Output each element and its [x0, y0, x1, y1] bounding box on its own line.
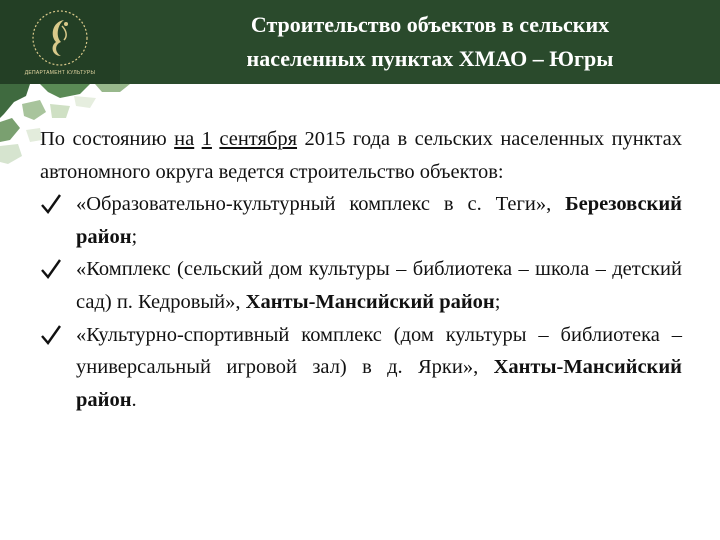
- logo-area: [0, 0, 120, 84]
- department-emblem-icon: [28, 6, 92, 70]
- checkmark-icon: [40, 319, 62, 351]
- item-text: «Образовательно-культурный комплекс в с. Теги»,: [76, 193, 566, 216]
- item-punctuation: ;: [494, 290, 501, 313]
- item-text: «Культурно-спортивный комплекс (дом культуры – библиотека – универсальный игровой зал) в д. Ярки»,: [76, 323, 682, 379]
- intro-paragraph: [40, 123, 682, 188]
- header-bar: [0, 0, 720, 84]
- checkmark-icon: [40, 188, 62, 220]
- item-punctuation: .: [131, 388, 137, 411]
- item-punctuation: ;: [131, 225, 138, 248]
- logo-caption: ДЕПАРТАМЕНТ КУЛЬТУРЫ: [24, 70, 96, 76]
- title-line-2: населенных пунктах ХМАО – Югры: [246, 46, 614, 71]
- intro-text-start: По состоянию: [40, 128, 175, 150]
- title-line-1: Строительство объектов в сельских: [250, 12, 610, 37]
- intro-date-word: на: [174, 128, 195, 150]
- list-item: [40, 188, 682, 253]
- checkmark-icon: [40, 253, 62, 285]
- slide-body: [40, 123, 682, 416]
- intro-date-day: 1: [201, 128, 212, 150]
- item-district: Ханты-Мансийский район: [245, 290, 495, 313]
- intro-date-month: сентября: [219, 128, 298, 150]
- list-item: [40, 253, 682, 318]
- item-district: Ханты-Мансийский район: [76, 356, 682, 411]
- item-text: «Комплекс (сельский дом культуры – библиотека – школа – детский сад) п. Кедровый»,: [76, 258, 682, 313]
- item-district: Березовский район: [76, 193, 682, 248]
- slide-title: [150, 8, 710, 80]
- object-list: [40, 188, 682, 416]
- intro-text-end: 2015 года в сельских населенных пунктах автономного округа ведется строительство объектов:: [40, 128, 683, 183]
- list-item: [40, 319, 682, 417]
